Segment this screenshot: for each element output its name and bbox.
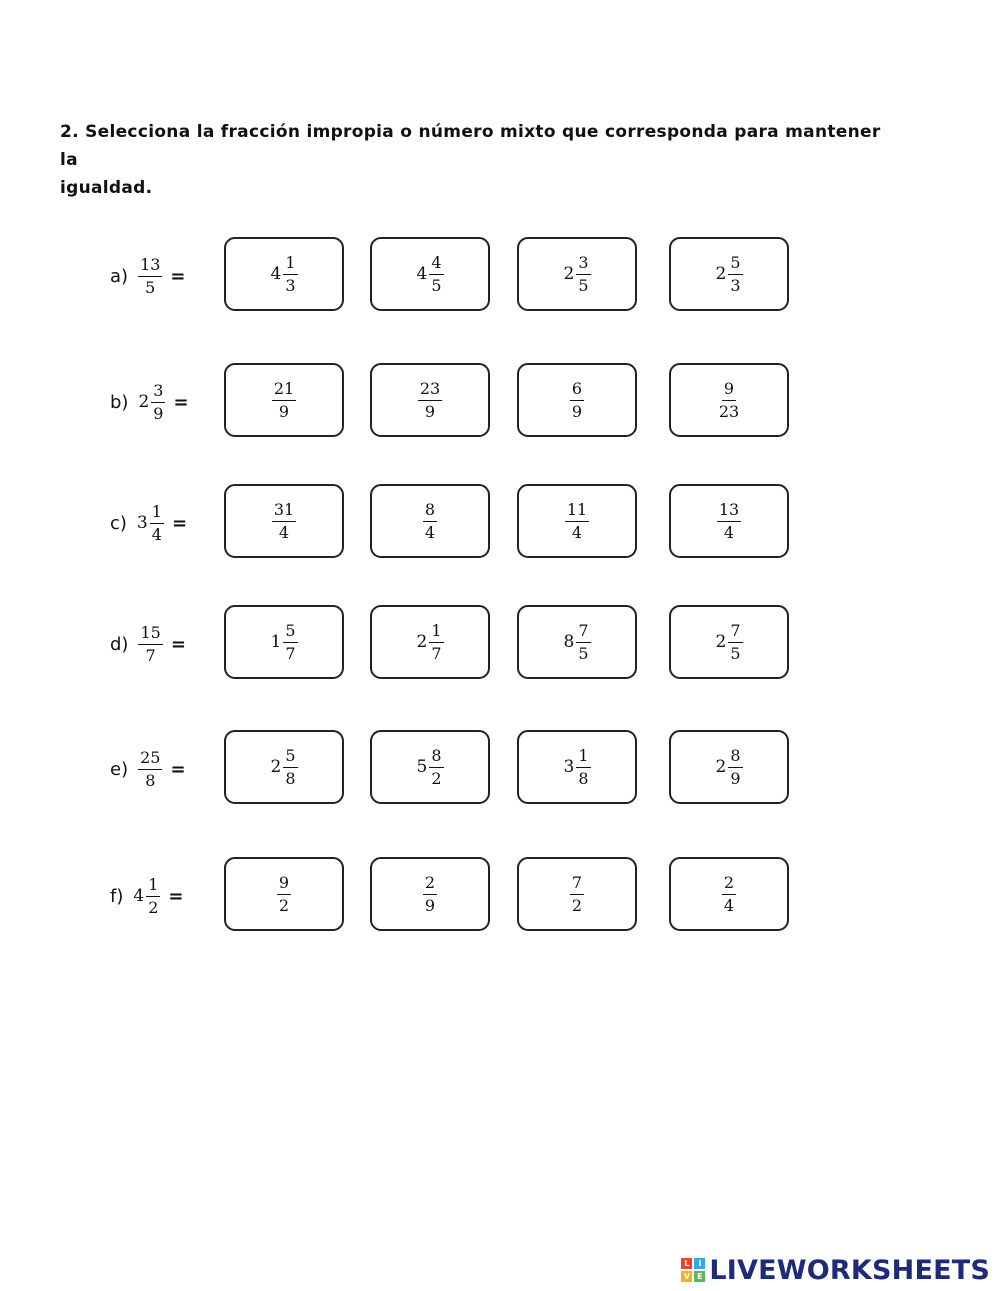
whole-number: 4: [133, 886, 145, 906]
fraction: [570, 379, 584, 422]
answer-option-a-1[interactable]: [224, 237, 344, 311]
question-letter: a): [110, 265, 129, 287]
denominator: 4: [723, 895, 735, 915]
whole-number: 2: [715, 757, 727, 777]
numerator: 5: [728, 253, 742, 275]
option-fraction: [272, 379, 296, 422]
numerator: 5: [283, 746, 297, 768]
option-fraction: [570, 873, 584, 916]
fraction: [576, 746, 590, 789]
fraction: [418, 379, 442, 422]
logo-block: E: [694, 1271, 705, 1282]
question-row: [0, 605, 1000, 683]
question-row: [0, 857, 1000, 935]
numerator: 8: [423, 500, 437, 522]
instruction-line-2: igualdad.: [60, 178, 153, 198]
answer-option-b-3[interactable]: [517, 363, 637, 437]
equals-sign: =: [170, 633, 186, 655]
option-fraction: [717, 379, 741, 422]
fraction: [728, 253, 742, 296]
whole-number: 8: [563, 632, 575, 652]
numerator: 2: [423, 873, 437, 895]
answer-option-c-3[interactable]: [517, 484, 637, 558]
fraction: [423, 500, 437, 543]
whole-number: 3: [136, 513, 148, 533]
logo-block: V: [681, 1271, 692, 1282]
option-fraction: [418, 379, 442, 422]
equals-sign: =: [170, 758, 186, 780]
denominator: 8: [578, 768, 589, 788]
fraction: [728, 621, 742, 664]
numerator: 4: [429, 253, 443, 275]
answer-option-d-3[interactable]: [517, 605, 637, 679]
fraction: [429, 621, 443, 664]
answer-option-c-4[interactable]: [669, 484, 789, 558]
denominator: 4: [723, 522, 735, 542]
question-letter: e): [110, 758, 129, 780]
denominator: 2: [431, 768, 442, 788]
answer-option-e-4[interactable]: [669, 730, 789, 804]
denominator: 7: [285, 643, 296, 663]
whole-number: 4: [416, 264, 428, 284]
fraction: [138, 255, 162, 298]
numerator: 13: [138, 255, 162, 277]
answer-option-e-3[interactable]: [517, 730, 637, 804]
denominator: 2: [278, 895, 290, 915]
fraction: [722, 873, 736, 916]
answer-option-c-1[interactable]: [224, 484, 344, 558]
option-fraction: [270, 621, 297, 664]
fraction: [283, 253, 297, 296]
fraction: [728, 746, 742, 789]
option-fraction: [416, 746, 443, 789]
question-row: [0, 363, 1000, 441]
denominator: 2: [148, 897, 159, 917]
numerator: 25: [138, 748, 162, 770]
denominator: 2: [571, 895, 583, 915]
liveworksheets-logo: [681, 1254, 990, 1286]
numerator: 3: [151, 381, 165, 403]
question-letter: d): [110, 633, 129, 655]
answer-option-d-1[interactable]: [224, 605, 344, 679]
denominator: 8: [145, 770, 156, 790]
question-letter: b): [110, 391, 129, 413]
numerator: 8: [429, 746, 443, 768]
question-fraction: [138, 748, 162, 791]
whole-number: 2: [138, 392, 150, 412]
denominator: 4: [424, 522, 436, 542]
numerator: 3: [576, 253, 590, 275]
logo-blocks-icon: [681, 1258, 705, 1282]
answer-option-f-1[interactable]: [224, 857, 344, 931]
numerator: 8: [728, 746, 742, 768]
question-expression: [110, 605, 186, 683]
question-expression: [110, 363, 189, 441]
answer-option-b-2[interactable]: [370, 363, 490, 437]
answer-option-f-2[interactable]: [370, 857, 490, 931]
whole-number: 2: [715, 264, 727, 284]
question-fraction: [138, 623, 162, 666]
numerator: 2: [722, 873, 736, 895]
denominator: 23: [718, 401, 740, 421]
option-fraction: [270, 253, 297, 296]
answer-option-d-4[interactable]: [669, 605, 789, 679]
answer-option-d-2[interactable]: [370, 605, 490, 679]
numerator: 1: [146, 875, 160, 897]
numerator: 1: [283, 253, 297, 275]
option-fraction: [570, 379, 584, 422]
denominator: 3: [285, 275, 296, 295]
numerator: 11: [565, 500, 589, 522]
numerator: 23: [418, 379, 442, 401]
whole-number: 4: [270, 264, 282, 284]
option-fraction: [423, 873, 437, 916]
question-expression: [110, 857, 183, 935]
question-expression: [110, 730, 186, 808]
numerator: 9: [277, 873, 291, 895]
answer-option-b-4[interactable]: [669, 363, 789, 437]
fraction: [576, 253, 590, 296]
denominator: 3: [730, 275, 741, 295]
denominator: 9: [571, 401, 583, 421]
answer-option-a-4[interactable]: [669, 237, 789, 311]
question-row: [0, 237, 1000, 315]
logo-text: LIVEWORKSHEETS: [709, 1254, 990, 1286]
denominator: 5: [578, 643, 589, 663]
option-fraction: [563, 253, 590, 296]
numerator: 7: [576, 621, 590, 643]
answer-option-f-3[interactable]: [517, 857, 637, 931]
option-fraction: [715, 621, 742, 664]
question-expression: [110, 237, 186, 315]
numerator: 7: [728, 621, 742, 643]
question-expression: [110, 484, 187, 562]
numerator: 6: [570, 379, 584, 401]
denominator: 9: [153, 403, 164, 423]
denominator: 5: [145, 277, 156, 297]
option-fraction: [722, 873, 736, 916]
denominator: 4: [278, 522, 290, 542]
numerator: 21: [272, 379, 296, 401]
denominator: 7: [145, 645, 156, 665]
denominator: 7: [431, 643, 442, 663]
equals-sign: =: [170, 265, 186, 287]
logo-block: L: [681, 1258, 692, 1269]
fraction: [717, 379, 741, 422]
fraction: [423, 873, 437, 916]
numerator: 15: [138, 623, 162, 645]
numerator: 31: [272, 500, 296, 522]
answer-option-a-2[interactable]: [370, 237, 490, 311]
option-fraction: [416, 621, 443, 664]
whole-number: 2: [563, 264, 575, 284]
whole-number: 2: [270, 757, 282, 777]
answer-option-f-4[interactable]: [669, 857, 789, 931]
answer-option-e-1[interactable]: [224, 730, 344, 804]
fraction: [150, 502, 164, 545]
numerator: 1: [576, 746, 590, 768]
numerator: 9: [722, 379, 736, 401]
numerator: 13: [717, 500, 741, 522]
whole-number: 2: [715, 632, 727, 652]
option-fraction: [565, 500, 589, 543]
fraction: [717, 500, 741, 543]
fraction: [429, 746, 443, 789]
option-fraction: [277, 873, 291, 916]
option-fraction: [563, 621, 590, 664]
whole-number: 5: [416, 757, 428, 777]
question-fraction: [133, 875, 160, 918]
question-letter: f): [110, 885, 124, 907]
option-fraction: [563, 746, 590, 789]
denominator: 5: [730, 643, 741, 663]
denominator: 9: [730, 768, 741, 788]
numerator: 7: [570, 873, 584, 895]
answer-option-b-1[interactable]: [224, 363, 344, 437]
option-fraction: [715, 253, 742, 296]
fraction: [138, 623, 162, 666]
numerator: 1: [429, 621, 443, 643]
numerator: 5: [283, 621, 297, 643]
whole-number: 3: [563, 757, 575, 777]
question-fraction: [138, 381, 165, 424]
denominator: 4: [571, 522, 583, 542]
question-fraction: [137, 502, 164, 545]
whole-number: 1: [270, 632, 282, 652]
numerator: 1: [150, 502, 164, 524]
option-fraction: [272, 500, 296, 543]
instruction-line-1: 2. Selecciona la fracción impropia o número mixto que corresponda para mantener la: [60, 122, 881, 170]
fraction: [565, 500, 589, 543]
question-fraction: [138, 255, 162, 298]
fraction: [283, 621, 297, 664]
fraction: [277, 873, 291, 916]
option-fraction: [270, 746, 297, 789]
fraction: [151, 381, 165, 424]
denominator: 8: [285, 768, 296, 788]
denominator: 5: [431, 275, 442, 295]
logo-block: I: [694, 1258, 705, 1269]
question-letter: c): [110, 512, 127, 534]
answer-option-c-2[interactable]: [370, 484, 490, 558]
whole-number: 2: [416, 632, 428, 652]
instruction-text: [60, 118, 890, 202]
fraction: [138, 748, 162, 791]
option-fraction: [416, 253, 443, 296]
equals-sign: =: [168, 885, 184, 907]
fraction: [272, 379, 296, 422]
denominator: 9: [424, 895, 436, 915]
answer-option-a-3[interactable]: [517, 237, 637, 311]
answer-option-e-2[interactable]: [370, 730, 490, 804]
denominator: 4: [151, 524, 162, 544]
fraction: [576, 621, 590, 664]
fraction: [272, 500, 296, 543]
equals-sign: =: [171, 512, 188, 534]
option-fraction: [715, 746, 742, 789]
fraction: [283, 746, 297, 789]
option-fraction: [423, 500, 437, 543]
fraction: [570, 873, 584, 916]
denominator: 9: [278, 401, 290, 421]
option-fraction: [717, 500, 741, 543]
equals-sign: =: [173, 391, 189, 413]
denominator: 9: [424, 401, 436, 421]
denominator: 5: [578, 275, 589, 295]
question-row: [0, 484, 1000, 562]
question-row: [0, 730, 1000, 808]
fraction: [146, 875, 160, 918]
fraction: [429, 253, 443, 296]
